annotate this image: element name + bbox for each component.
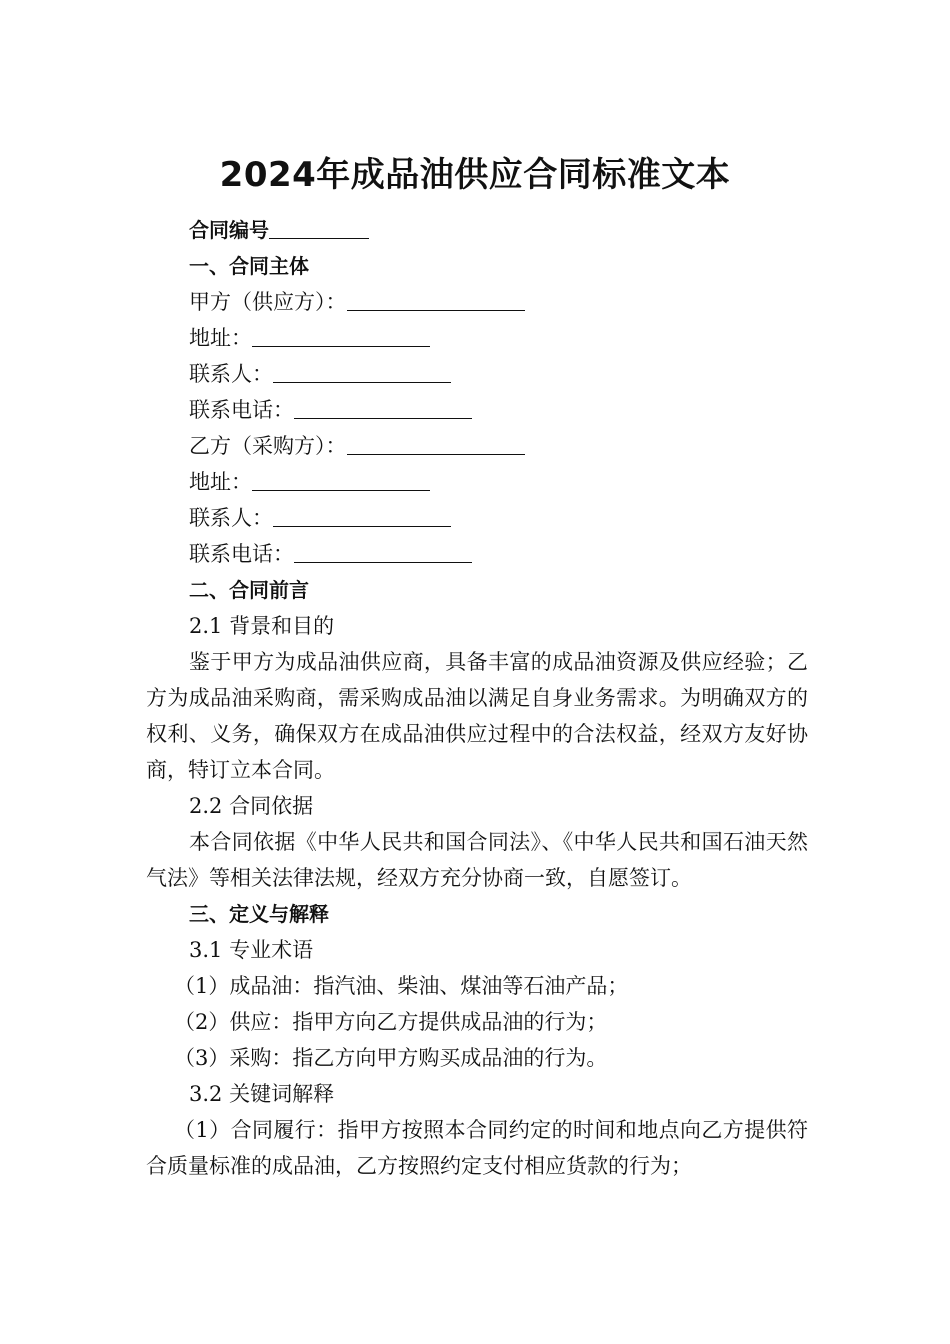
- party-b-contact-line: [146, 500, 808, 536]
- party-a-label: 甲方（供应方）：: [189, 290, 347, 314]
- section-2-1-paragraph: 鉴于甲方为成品油供应商，具备丰富的成品油资源及供应经验；乙方为成品油采购商，需采购成品油以满足自身业务需求。为明确双方的权利、义务，确保双方在成品油供应过程中的合法权益，经双方友好协商，特订立本合同。: [146, 650, 808, 782]
- section-3-1-item-1: （1）成品油：指汽油、柴油、煤油等石油产品；: [174, 974, 629, 998]
- party-a-blank: [347, 286, 525, 311]
- party-a-phone-line: [146, 392, 808, 428]
- section-2-heading: 二、合同前言: [189, 578, 309, 602]
- party-b-contact-blank: [273, 502, 451, 527]
- party-b-blank: [347, 430, 525, 455]
- party-b-line: [146, 428, 808, 464]
- party-a-address-label: 地址：: [189, 326, 252, 350]
- section-2-2-paragraph: 本合同依据《中华人民共和国合同法》、《中华人民共和国石油天然气法》等相关法律法规，经双方充分协商一致，自愿签订。: [146, 830, 808, 890]
- document-body: [146, 212, 808, 1184]
- section-2-2-heading: 2.2 合同依据: [189, 794, 314, 818]
- section-1-heading: 一、合同主体: [189, 254, 309, 278]
- party-a-contact-blank: [273, 358, 451, 383]
- section-3-2-item-1: （1）合同履行：指甲方按照本合同约定的时间和地点向乙方提供符合质量标准的成品油，乙方按照约定支付相应货款的行为；: [146, 1118, 808, 1178]
- party-a-contact-label: 联系人：: [189, 362, 273, 386]
- section-2-1-heading: 2.1 背景和目的: [189, 614, 335, 638]
- section-3-1-heading: 3.1 专业术语: [189, 938, 314, 962]
- contract-number-label: 合同编号: [189, 218, 269, 242]
- party-b-contact-label: 联系人：: [189, 506, 273, 530]
- document-title: 2024年成品油供应合同标准文本: [219, 155, 731, 195]
- party-b-phone-blank: [294, 538, 472, 563]
- party-b-phone-label: 联系电话：: [189, 542, 294, 566]
- party-a-address-blank: [252, 322, 430, 347]
- party-a-line: [146, 284, 808, 320]
- contract-number-blank: [269, 214, 369, 239]
- party-b-phone-line: [146, 536, 808, 572]
- section-3-2-heading: 3.2 关键词解释: [189, 1082, 335, 1106]
- section-3-1-item-3: （3）采购：指乙方向甲方购买成品油的行为。: [174, 1046, 608, 1070]
- party-b-address-line: [146, 464, 808, 500]
- section-3-heading: 三、定义与解释: [189, 902, 329, 926]
- party-b-address-blank: [252, 466, 430, 491]
- party-b-address-label: 地址：: [189, 470, 252, 494]
- party-b-label: 乙方（采购方）：: [189, 434, 347, 458]
- party-a-phone-label: 联系电话：: [189, 398, 294, 422]
- party-a-contact-line: [146, 356, 808, 392]
- contract-number-line: [146, 212, 808, 248]
- party-a-address-line: [146, 320, 808, 356]
- section-3-1-item-2: （2）供应：指甲方向乙方提供成品油的行为；: [174, 1010, 608, 1034]
- party-a-phone-blank: [294, 394, 472, 419]
